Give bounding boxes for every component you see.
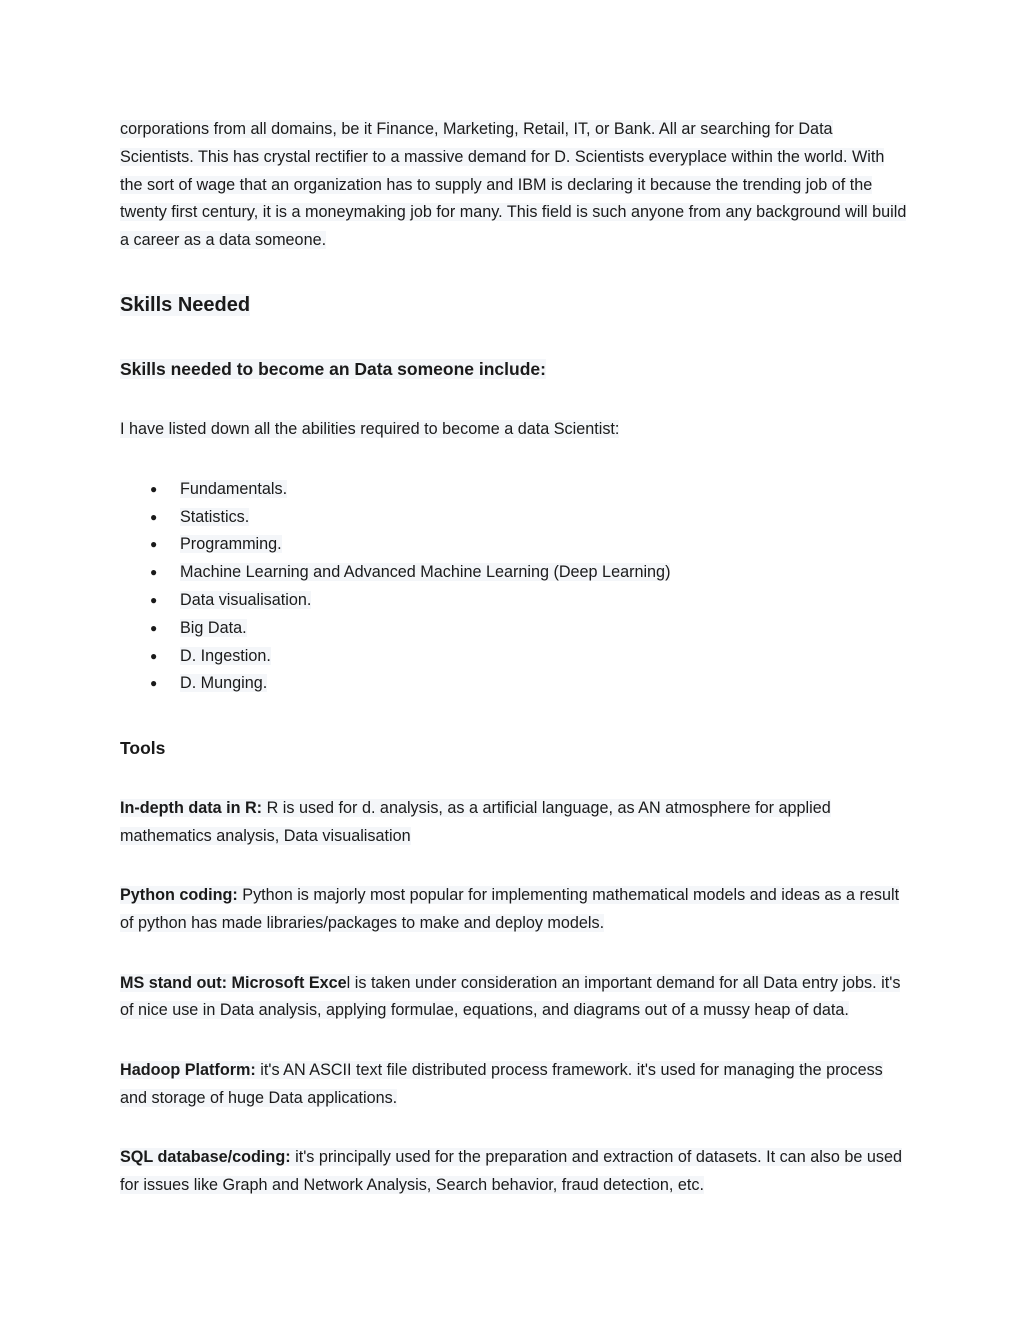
tool-paragraph-python [120,882,910,938]
tool-description: Python is majorly most popular for implementing mathematical models and ideas as a result of python has made libraries/packages to make and deploy models. [120,886,900,933]
skills-subheading: Skills needed to become an Data someone include: [120,358,546,379]
tool-label: MS stand out: Microsoft Exce [120,973,347,992]
tool-label: Python coding: [120,886,238,905]
list-item: ● D. Ingestion. [120,643,910,671]
list-item: ● Big Data. [120,615,910,643]
bullet-icon: ● [150,481,158,496]
tool-paragraph-excel [120,970,910,1026]
tool-paragraph-r [120,795,910,851]
list-item: ● D. Munging. [120,670,910,698]
skills-heading: Skills Needed [120,293,251,316]
bullet-icon: ● [150,620,158,635]
bullet-icon: ● [150,648,158,663]
intro-text: corporations from all domains, be it Finance, Marketing, Retail, IT, or Bank. All ar searching for Data Scientists. This has crystal rectifier to a massive demand for D. Scientists everyplace within the world. With the sort of wage that an organization has to supply and IBM is declaring it because the trending job of the twenty first century, it is a moneymaking job for many. This field is such anyone from any background will build a career as a data someone. [120,120,907,250]
tool-label: SQL database/coding: [120,1147,291,1166]
list-item: ● Data visualisation. [120,587,910,615]
tool-description: l is taken under consideration an important demand for all Data entry jobs. it's of nice use in Data analysis, applying formulae, equations, and diagrams out of a mussy heap of data. [120,973,901,1020]
tools-heading: Tools [120,738,166,759]
bullet-icon: ● [150,537,158,552]
tool-label: Hadoop Platform: [120,1060,256,1079]
bullet-icon: ● [150,592,158,607]
skills-list [120,476,910,698]
list-item: ● Fundamentals. [120,476,910,504]
bullet-icon: ● [150,509,158,524]
tool-paragraph-sql [120,1144,910,1200]
intro-paragraph [120,116,910,255]
list-item: ● Programming. [120,531,910,559]
tool-label: In-depth data in R: [120,799,263,818]
skills-lead-paragraph: I have listed down all the abilities required to become a data Scientist: [120,419,620,438]
list-item: ● Statistics. [120,504,910,532]
document-page [120,116,910,1231]
list-item: ● Machine Learning and Advanced Machine Learning (Deep Learning) [120,559,910,587]
bullet-icon: ● [150,676,158,691]
tool-description: R is used for d. analysis, as a artificial language, as AN atmosphere for applied mathematics analysis, Data visualisation [120,799,831,845]
tool-description: it's AN ASCII text file distributed process framework. it's used for managing the process and storage of huge Data applications. [120,1060,883,1107]
tool-description: it's principally used for the preparation and extraction of datasets. It can also be used for issues like Graph and Network Analysis, Search behavior, fraud detection, etc. [120,1147,902,1194]
tool-paragraph-hadoop [120,1057,910,1113]
bullet-icon: ● [150,565,158,580]
